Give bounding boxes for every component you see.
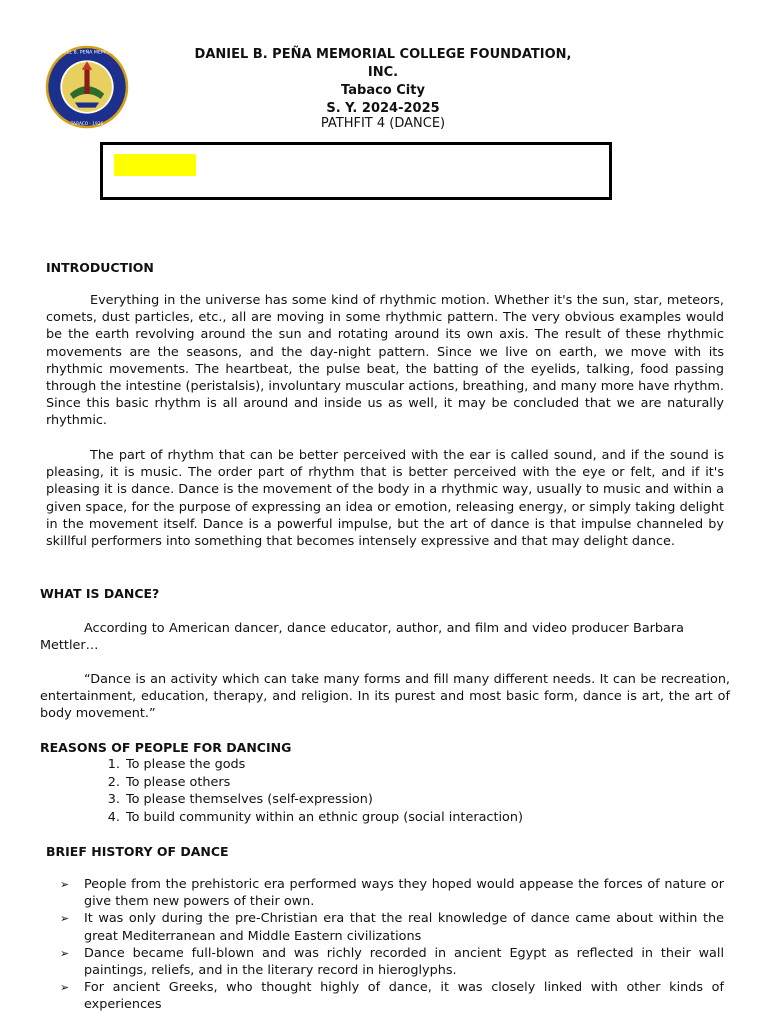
mettler-quote-text: “Dance is an activity which can take many forms and fill many different needs. It can be recreation, entertainment, education, therapy, and religion. In its purest and most basic form, dance is art, the art of body movement.” [40,672,730,722]
history-item-text: It was only during the pre-Christian era that the real knowledge of dance came about within the great Mediterranean and Middle Eastern civilizations [84,911,724,944]
introduction-text-2: The part of rhythm that can be better perceived with the ear is called sound, and if the sound is pleasing, it is music. The order part of rhythm that is better perceived with the eye or felt, and if it's pleasing it is dance. Dance is the movement of the body in a rhythmic way, usually to music and within a given space, for the purpose of expressing an idea or emotion, releasing energy, or simply taking delight in the movement itself. Dance is a powerful impulse, but the art of dance is that impulse channeled by skillful performers into something that becomes intensely expressive and that may delight dance. [46,448,724,550]
list-item: 2. To please others [124,774,523,792]
arrowhead-bullet-icon: ➢ [60,878,70,891]
history-item-text: Dance became full-blown and was richly recorded in ancient Egypt as reflected in their wall paintings, reliefs, and in the literary record in hieroglyphs. [84,945,724,979]
school-year: S. Y. 2024-2025 [326,101,440,116]
list-item [56,876,724,910]
reasons-heading: REASONS OF PEOPLE FOR DANCING [40,740,292,755]
svg-text:DANIEL B. PEÑA MEMORIAL: DANIEL B. PEÑA MEMORIAL [54,50,120,56]
arrowhead-bullet-icon: ➢ [60,946,70,960]
course-title: PATHFIT 4 (DANCE) [320,116,446,131]
list-item: 1. To please the gods [124,756,523,774]
list-item: 3. To please themselves (self-expression) [124,791,523,809]
list-item [56,979,724,1013]
introduction-paragraph-2 [46,447,724,550]
history-list [56,876,724,1014]
institution-name: DANIEL B. PEÑA MEMORIAL COLLEGE FOUNDATION, INC. [194,47,572,80]
history-item-text: For ancient Greeks, who thought highly of dance, it was closely linked with other kinds of experiences [84,980,724,1013]
city-name: Tabaco City [341,83,425,98]
list-item [56,945,724,979]
arrowhead-bullet-icon: ➢ [60,981,70,995]
introduction-paragraph-1 [46,292,724,430]
reasons-list [100,756,523,826]
list-item: 4. To build community within an ethnic group (social interaction) [124,809,523,827]
arrowhead-bullet-icon: ➢ [60,912,70,926]
introduction-text-1: Everything in the universe has some kind of rhythmic motion. Whether it's the sun, star, meteors, comets, dust particles, etc., all are moving in some rhythmic pattern. The very obvious examples would be the earth revolving around the sun and rotating around its own axis. The result of these rhythmic movements are the seasons, and the day-night pattern. Since we live on earth, we move with its rhythmic movements. The heartbeat, the pulse beat, the batting of the eyelids, talking, food passing through the intestine (peristalsis), involuntary muscular actions, breathing, and many more have rhythm. Since this basic rhythm is all around and inside us as well, it may be concluded that we are naturally rhythmic. [46,293,724,429]
what-is-dance-heading: WHAT IS DANCE? [40,586,160,601]
what-is-dance-intro-text: According to American dancer, dance educator, author, and film and video producer Barbara Mettler… [40,621,684,654]
list-item [56,910,724,944]
highlighted-redaction [114,154,196,176]
college-seal-icon [44,44,130,130]
what-is-dance-intro [40,620,684,654]
header-block [180,46,586,118]
svg-text:TABACO · 1926: TABACO · 1926 [70,121,104,127]
mettler-quote [40,671,730,723]
history-heading: BRIEF HISTORY OF DANCE [46,844,229,859]
introduction-heading: INTRODUCTION [46,260,154,275]
history-item-text: People from the prehistoric era performed ways they hoped would appease the forces of nature or give them new powers of their own. [84,877,724,910]
